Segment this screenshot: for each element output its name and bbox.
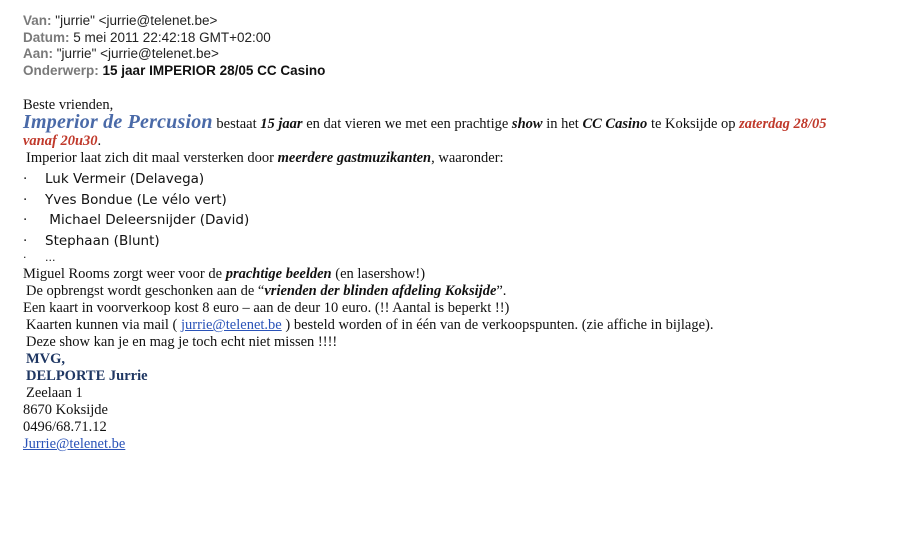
to-value: "jurrie" <jurrie@telenet.be> [56,46,219,61]
intro-text-3: in het [542,116,583,132]
venue-text: CC Casino [582,116,648,132]
from-label: Van: [23,13,52,28]
paragraph-tickets [23,317,893,334]
paragraph-guests [23,150,893,167]
visuals-bold: prachtige beelden [225,266,332,282]
event-date-text: zaterdag 28/05 [739,116,827,132]
date-value: 5 mei 2011 22:42:18 GMT+02:00 [73,29,271,45]
tickets-text-1: Kaarten kunnen via mail ( [26,317,182,333]
years-text: 15 jaar [260,116,303,132]
event-time-text: vanaf 20u30 [23,133,98,149]
list-item-text: Michael Deleersnijder (David) [45,212,250,228]
guest-list [23,169,893,265]
intro-text-5: . [97,133,102,149]
to-label: Aan: [23,46,53,61]
signature-mvg: MVG, [26,351,66,367]
list-item [23,251,893,265]
list-item-text: Yves Bondue (Le vélo vert) [45,191,227,208]
subject-row [23,63,325,80]
email-link[interactable]: Jurrie@telenet.be [23,436,126,452]
bullet-icon: · [23,232,28,249]
list-item [23,169,893,190]
to-row [23,46,325,63]
paragraph-visuals [23,266,893,283]
proceeds-text-2: ”. [496,283,507,299]
intro-text-1: bestaat [212,116,261,132]
paragraph-prices: Een kaart in voorverkoop kost 8 euro – aan de deur 10 euro. (!! Aantal is beperkt !!) [23,300,510,316]
intro-text-4: te Koksijde op [647,116,740,132]
visuals-text-1: Miguel Rooms zorgt weer voor de [23,266,226,282]
list-item [23,231,893,252]
proceeds-bold: vrienden der blinden afdeling Koksijde [264,283,497,299]
address-city: 8670 Koksijde [23,402,108,418]
bullet-icon: · [23,212,28,228]
date-row [23,30,325,47]
subject-label: Onderwerp: [23,62,99,78]
from-value: "jurrie" <jurrie@telenet.be> [55,13,218,28]
brand-name: Imperior de Percusion [23,111,213,133]
date-label: Datum: [23,29,70,45]
guests-text-2: , waaronder: [431,150,504,166]
from-row [23,13,325,30]
paragraph-intro [23,111,893,150]
paragraph-proceeds [23,283,893,300]
visuals-text-2: (en lasershow!) [331,266,426,282]
show-text: show [511,116,543,132]
list-item [23,190,893,211]
guests-text-1: Imperior laat zich dit maal versterken door [26,150,278,166]
intro-text-2: en dat vieren we met een prachtige [302,116,512,132]
address-street: Zeelaan 1 [26,385,83,401]
email-headers [23,13,325,79]
proceeds-text-1: De opbrengst wordt geschonken aan de “ [26,283,265,299]
list-item [23,210,893,231]
mail-link[interactable]: jurrie@telenet.be [181,317,282,333]
email-body [23,97,893,453]
paragraph-closing: Deze show kan je en mag je toch echt niet missen !!!! [26,334,338,350]
signature-name: DELPORTE Jurrie [26,368,148,384]
bullet-icon: · [23,191,28,208]
tickets-text-2: ) besteld worden of in één van de verkoopspunten. (zie affiche in bijlage). [281,317,714,333]
phone-number: 0496/68.71.12 [23,419,107,435]
list-item-text: Stephaan (Blunt) [45,232,160,249]
subject-value: 15 jaar IMPERIOR 28/05 CC Casino [102,62,326,78]
bullet-icon: · [23,171,28,187]
guests-bold: meerdere gastmuzikanten [277,150,432,166]
greeting: Beste vrienden, [23,97,114,113]
list-item-text: ... [45,251,56,264]
bullet-icon: · [23,251,27,264]
list-item-text: Luk Vermeir (Delavega) [45,171,205,187]
